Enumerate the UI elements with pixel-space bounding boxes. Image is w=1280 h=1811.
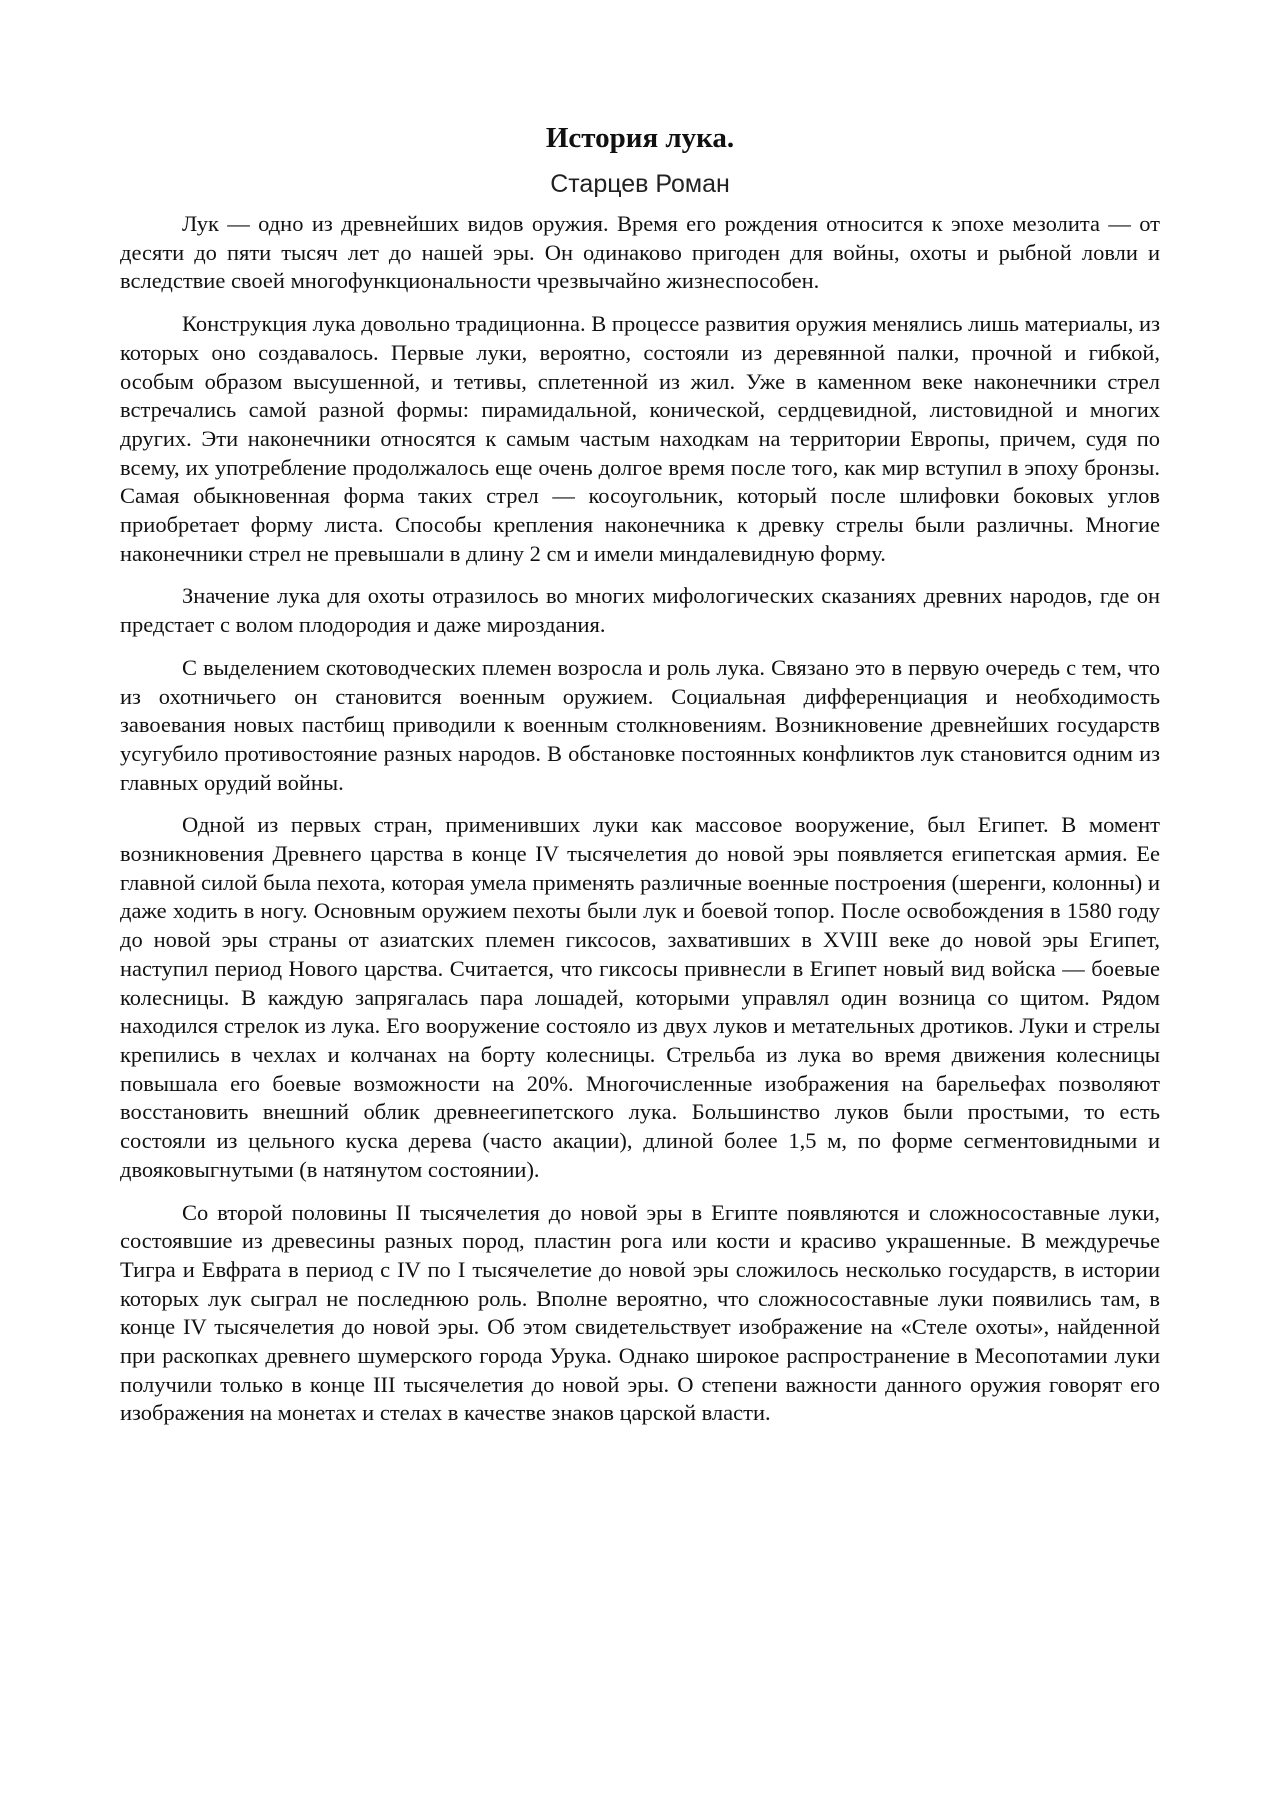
paragraph-1: Лук — одно из древнейших видов оружия. Время его рождения относится к эпохе мезолита — от десяти до пяти тысяч лет до нашей эры. Он одинаково пригоден для войны, охоты и рыбной ловли и вследствие своей многофункциональности чрезвычайно жизнеспособен. [120,211,1160,294]
paragraph-2: Конструкция лука довольно традиционна. В процессе развития оружия менялись лишь материалы, из которых оно создавалось. Первые луки, вероятно, состояли из деревянной палки, прочной и гибкой, особым образом высушенной, и тетивы, сплетенной из жил. Уже в каменном веке наконечники стрел встречались самой разной формы: пирамидальной, конической, сердцевидной, листовидной и многих других. Эти наконечники относятся к самым частым находкам на территории Европы, причем, судя по всему, их употребление продолжалось еще очень долгое время после того, как мир вступил в эпоху бронзы. Самая обыкновенная форма таких стрел — косоугольник, который после шлифовки боковых углов приобретает форму листа. Способы крепления наконечника к древку стрелы были различны. Многие наконечники стрел не превышали в длину 2 см и имели миндалевидную форму. [120,311,1160,566]
paragraph-3: Значение лука для охоты отразилось во многих мифологических сказаниях древних народов, где он предстает с волом плодородия и даже мироздания. [120,583,1160,638]
document-author: Старцев Роман [550,170,730,198]
document-page [120,118,1160,1442]
paragraph-4: С выделением скотоводческих племен возросла и роль лука. Связано это в первую очередь с тем, что из охотничьего он становится военным оружием. Социальная дифференциация и необходимость завоевания новых пастбищ приводили к военным столкновениям. Возникновение древнейших государств усугубило противостояние разных народов. В обстановке постоянных конфликтов лук становится одним из главных орудий войны. [120,654,1160,795]
paragraph-6: Со второй половины II тысячелетия до новой эры в Египте появляются и сложносоставные луки, состоявшие из древесины разных пород, пластин рога или кости и красиво украшенные. В междуречье Тигра и Евфрата в период с IV по I тысячелетие до новой эры сложилось несколько государств, в истории которых лук сыграл не последнюю роль. Вполне вероятно, что сложносоставные луки появились там, в конце IV тысячелетия до новой эры. Об этом свидетельствует изображение на «Стеле охоты», найденной при раскопках древнего шумерского города Урука. Однако широкое распространение в Месопотамии луки получили только в конце III тысячелетия до новой эры. О степени важности данного оружия говорят его изображения на монетах и стелах в качестве знаков царской власти. [120,1199,1160,1426]
document-title: История лука. [545,122,735,154]
paragraph-5: Одной из первых стран, применивших луки как массовое вооружение, был Египет. В момент возникновения Древнего царства в конце IV тысячелетия до новой эры появляется египетская армия. Ее главной силой была пехота, которая умела применять различные военные построения (шеренги, колонны) и даже ходить в ногу. Основным оружием пехоты были лук и боевой топор. После освобождения в 1580 году до новой эры страны от азиатских племен гиксосов, захвативших в XVIII веке до новой эры Египет, наступил период Нового царства. Считается, что гиксосы привнесли в Египет новый вид войска — боевые колесницы. В каждую запрягалась пара лошадей, которыми управлял один возница со щитом. Рядом находился стрелок из лука. Его вооружение состояло из двух луков и метательных дротиков. Луки и стрелы крепились в чехлах и колчанах на борту колесницы. Стрельба из лука во время движения колесницы повышала его боевые возможности на 20%. Многочисленные изображения на барельефах позволяют восстановить внешний облик древнеегипетского лука. Большинство луков были простыми, то есть состояли из цельного куска дерева (часто акации), длиной более 1,5 м, по форме сегментовидными и двояковыгнутыми (в натянутом состоянии). [120,812,1160,1182]
